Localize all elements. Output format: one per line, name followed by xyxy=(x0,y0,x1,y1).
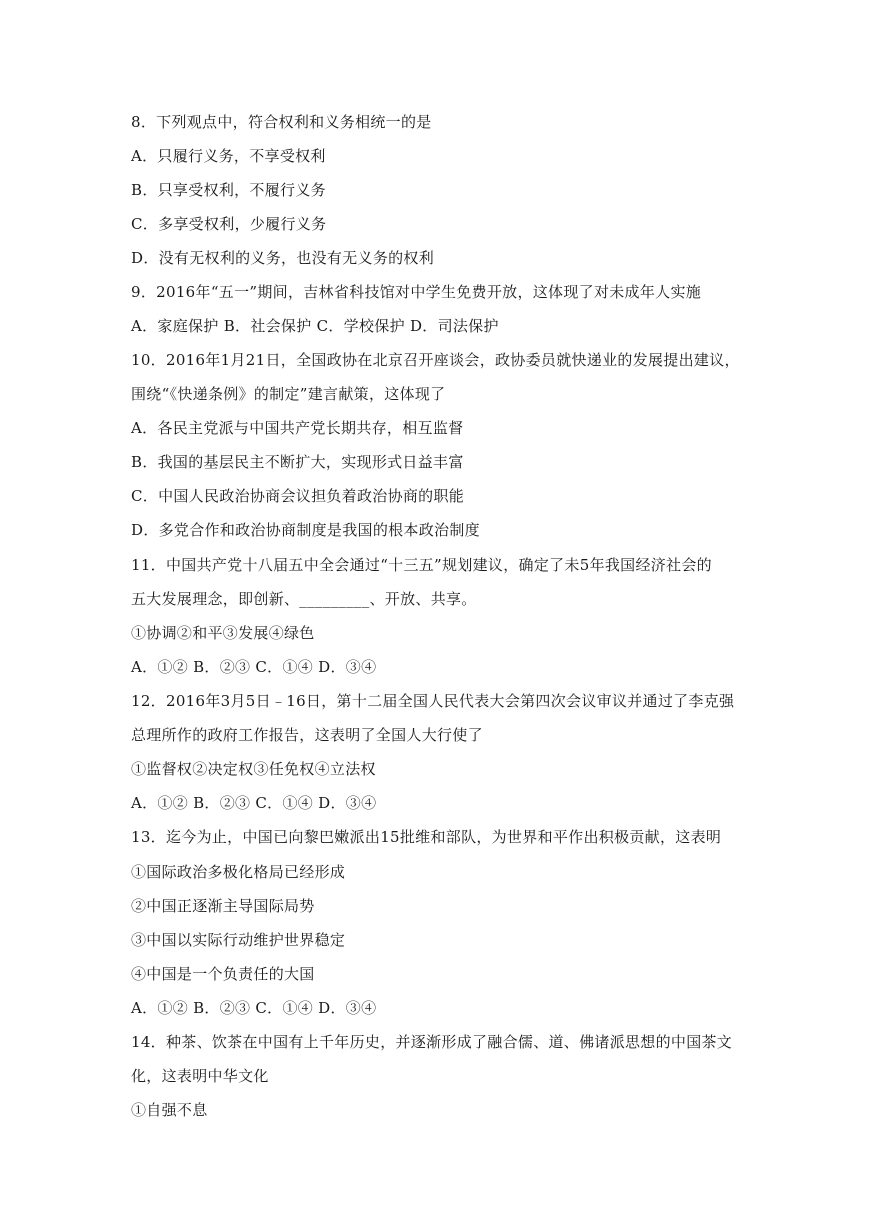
question-10-option-d: D．多党合作和政治协商制度是我国的根本政治制度 xyxy=(131,521,480,539)
question-10-option-a: A．各民主党派与中国共产党长期共存，相互监督 xyxy=(131,419,464,437)
question-13-stem: 13．迄今为止，中国已向黎巴嫩派出15批维和部队，为世界和平作出积极贡献，这表明 xyxy=(131,828,722,846)
question-13-choice-1: ①国际政治多极化格局已经形成 xyxy=(131,863,346,881)
question-14-choice-1: ①自强不息 xyxy=(131,1101,208,1119)
question-8-option-d: D．没有无权利的义务，也没有无义务的权利 xyxy=(131,249,435,267)
question-9-options: A．家庭保护 B．社会保护 C．学校保护 D．司法保护 xyxy=(131,317,499,335)
question-11-stem-line-2: 五大发展理念，即创新、_________、开放、共享。 xyxy=(131,590,477,608)
question-13-choice-2: ②中国正逐渐主导国际局势 xyxy=(131,897,315,915)
question-11-options: A．①② B．②③ C．①④ D．③④ xyxy=(131,658,377,676)
question-8-option-a: A．只履行义务，不享受权利 xyxy=(131,147,326,165)
question-10-option-c: C．中国人民政治协商会议担负着政治协商的职能 xyxy=(131,487,465,505)
question-10-stem-line-2: 围绕“《快递条例》的制定”建言献策，这体现了 xyxy=(131,385,446,403)
question-9-stem: 9．2016年“五一”期间，吉林省科技馆对中学生免费开放，这体现了对未成年人实施 xyxy=(131,283,702,301)
question-8-stem: 8．下列观点中，符合权利和义务相统一的是 xyxy=(131,113,432,131)
question-12-stem-line-2: 总理所作的政府工作报告，这表明了全国人大行使了 xyxy=(131,726,483,744)
question-8-option-c: C．多享受权利，少履行义务 xyxy=(131,215,327,233)
question-13-choice-4: ④中国是一个负责任的大国 xyxy=(131,965,315,983)
question-14-stem-line-1: 14．种茶、饮茶在中国有上千年历史，并逐渐形成了融合儒、道、佛诸派思想的中国茶文 xyxy=(131,1033,733,1051)
question-14-stem-line-2: 化，这表明中华文化 xyxy=(131,1067,269,1085)
question-12-stem-line-1: 12．2016年3月5日﹣16日，第十二届全国人民代表大会第四次会议审议并通过了李克强 xyxy=(131,692,735,710)
question-10-stem-line-1: 10．2016年1月21日，全国政协在北京召开座谈会，政协委员就快递业的发展提出建议， xyxy=(131,351,740,369)
question-10-option-b: B．我国的基层民主不断扩大，实现形式日益丰富 xyxy=(131,453,464,471)
question-13-choice-3: ③中国以实际行动维护世界稳定 xyxy=(131,931,346,949)
question-11-choices: ①协调②和平③发展④绿色 xyxy=(131,624,315,642)
question-11-stem-line-1: 11．中国共产党十八届五中全会通过“十三五”规划建议，确定了未5年我国经济社会的 xyxy=(131,556,712,574)
question-13-options: A．①② B．②③ C．①④ D．③④ xyxy=(131,999,377,1017)
question-8-option-b: B．只享受权利，不履行义务 xyxy=(131,181,326,199)
question-12-choices: ①监督权②决定权③任免权④立法权 xyxy=(131,760,376,778)
question-12-options: A．①② B．②③ C．①④ D．③④ xyxy=(131,794,377,812)
